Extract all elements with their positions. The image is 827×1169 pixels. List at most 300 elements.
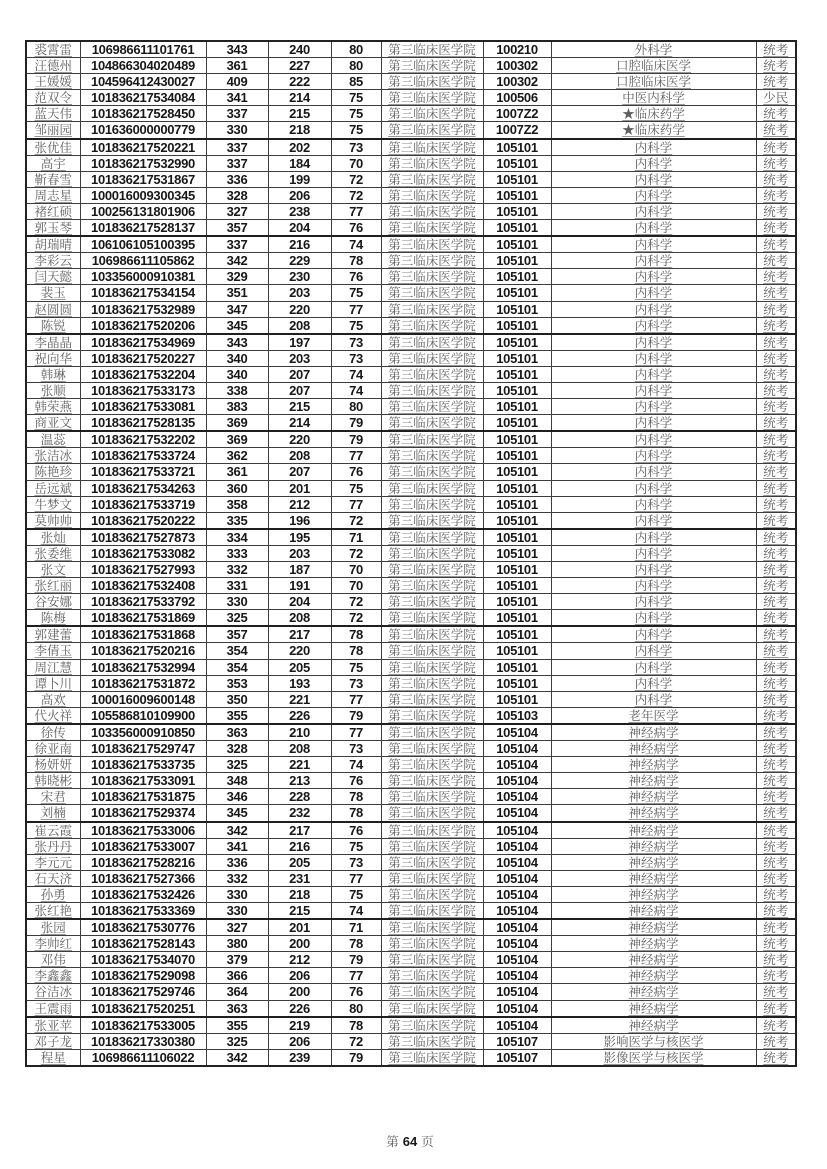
cell-score-3: 75	[331, 659, 381, 675]
cell-score-2: 232	[268, 805, 331, 822]
cell-score-2: 203	[268, 350, 331, 366]
cell-college: 第三临床医学院	[381, 415, 483, 432]
cell-major-code: 105101	[483, 578, 551, 594]
cell-score-1: 330	[206, 886, 268, 902]
cell-exam-number: 101836217528450	[80, 106, 206, 122]
cell-score-2: 207	[268, 464, 331, 480]
cell-major-name: 内科学	[551, 139, 756, 156]
cell-student-name: 王媛媛	[26, 74, 80, 90]
cell-score-1: 325	[206, 757, 268, 773]
table-row	[26, 496, 796, 512]
cell-exam-type: 统考	[756, 594, 796, 610]
cell-score-1: 332	[206, 870, 268, 886]
cell-major-name: 内科学	[551, 448, 756, 464]
cell-exam-type: 统考	[756, 659, 796, 675]
cell-exam-number: 101636000000779	[80, 122, 206, 139]
cell-exam-type: 统考	[756, 854, 796, 870]
cell-major-name: 影响医学与核医学	[551, 1033, 756, 1049]
cell-score-1: 340	[206, 350, 268, 366]
cell-major-name: 内科学	[551, 545, 756, 561]
cell-score-3: 72	[331, 1033, 381, 1049]
cell-score-2: 226	[268, 707, 331, 724]
cell-score-1: 328	[206, 187, 268, 203]
cell-major-code: 105101	[483, 399, 551, 415]
cell-student-name: 谷洁冰	[26, 984, 80, 1000]
cell-exam-number: 101836217532204	[80, 366, 206, 382]
cell-college: 第三临床医学院	[381, 610, 483, 627]
cell-score-2: 205	[268, 659, 331, 675]
cell-major-code: 105101	[483, 512, 551, 529]
cell-major-name: 内科学	[551, 578, 756, 594]
cell-score-3: 73	[331, 334, 381, 351]
cell-score-1: 366	[206, 968, 268, 984]
cell-exam-number: 101836217532426	[80, 886, 206, 902]
cell-major-name: 内科学	[551, 562, 756, 578]
cell-college: 第三临床医学院	[381, 741, 483, 757]
cell-score-1: 337	[206, 106, 268, 122]
table-row	[26, 382, 796, 398]
cell-score-3: 80	[331, 1000, 381, 1017]
cell-score-3: 77	[331, 496, 381, 512]
cell-college: 第三临床医学院	[381, 203, 483, 219]
cell-score-3: 75	[331, 886, 381, 902]
cell-score-2: 228	[268, 789, 331, 805]
cell-exam-type: 统考	[756, 724, 796, 741]
cell-score-2: 203	[268, 285, 331, 301]
cell-exam-type: 统考	[756, 789, 796, 805]
cell-score-2: 220	[268, 643, 331, 659]
cell-major-code: 105104	[483, 968, 551, 984]
cell-major-name: 神经病学	[551, 757, 756, 773]
cell-score-2: 197	[268, 334, 331, 351]
cell-exam-number: 101836217533082	[80, 545, 206, 561]
cell-exam-number: 101836217527873	[80, 529, 206, 546]
cell-score-3: 75	[331, 90, 381, 106]
cell-score-2: 239	[268, 1049, 331, 1066]
cell-student-name: 程星	[26, 1049, 80, 1066]
cell-exam-type: 统考	[756, 886, 796, 902]
table-row	[26, 724, 796, 741]
cell-college: 第三临床医学院	[381, 724, 483, 741]
cell-score-3: 71	[331, 919, 381, 936]
cell-major-code: 100210	[483, 41, 551, 58]
cell-college: 第三临床医学院	[381, 1033, 483, 1049]
cell-score-2: 193	[268, 675, 331, 691]
cell-score-3: 80	[331, 399, 381, 415]
table-row	[26, 187, 796, 203]
cell-major-name: 神经病学	[551, 886, 756, 902]
cell-college: 第三临床医学院	[381, 886, 483, 902]
cell-major-name: 神经病学	[551, 1017, 756, 1034]
table-row	[26, 90, 796, 106]
table-row	[26, 707, 796, 724]
cell-student-name: 王震雨	[26, 1000, 80, 1017]
cell-exam-type: 统考	[756, 529, 796, 546]
admission-results-table	[25, 40, 797, 1067]
cell-student-name: 张丹丹	[26, 838, 80, 854]
table-row	[26, 854, 796, 870]
cell-student-name: 张优佳	[26, 139, 80, 156]
cell-exam-number: 106106105100395	[80, 236, 206, 253]
cell-score-3: 77	[331, 203, 381, 219]
cell-exam-number: 101836217534070	[80, 952, 206, 968]
table-row	[26, 936, 796, 952]
table-row	[26, 1017, 796, 1034]
cell-score-2: 202	[268, 139, 331, 156]
cell-major-code: 105101	[483, 431, 551, 448]
cell-exam-type: 统考	[756, 187, 796, 203]
cell-major-code: 105104	[483, 870, 551, 886]
cell-exam-number: 101836217532408	[80, 578, 206, 594]
table-row	[26, 886, 796, 902]
cell-score-1: 327	[206, 919, 268, 936]
cell-exam-number: 101836217520222	[80, 512, 206, 529]
cell-student-name: 孙勇	[26, 886, 80, 902]
cell-student-name: 郭玉琴	[26, 220, 80, 237]
cell-major-code: 105104	[483, 854, 551, 870]
cell-exam-type: 统考	[756, 317, 796, 334]
cell-exam-type: 统考	[756, 626, 796, 643]
cell-score-2: 200	[268, 936, 331, 952]
cell-score-1: 338	[206, 382, 268, 398]
cell-exam-number: 101836217534263	[80, 480, 206, 496]
cell-major-code: 105101	[483, 659, 551, 675]
cell-score-1: 362	[206, 448, 268, 464]
cell-exam-number: 101836217528135	[80, 415, 206, 432]
cell-major-code: 105104	[483, 773, 551, 789]
cell-major-name: 内科学	[551, 512, 756, 529]
cell-major-code: 105104	[483, 838, 551, 854]
table-row	[26, 578, 796, 594]
cell-exam-type: 统考	[756, 139, 796, 156]
cell-college: 第三临床医学院	[381, 902, 483, 919]
table-row	[26, 203, 796, 219]
table-row	[26, 334, 796, 351]
cell-score-1: 341	[206, 90, 268, 106]
table-row	[26, 870, 796, 886]
cell-score-3: 74	[331, 382, 381, 398]
cell-score-1: 350	[206, 691, 268, 707]
cell-exam-number: 101836217533792	[80, 594, 206, 610]
cell-major-name: 外科学	[551, 41, 756, 58]
cell-exam-type: 统考	[756, 236, 796, 253]
cell-major-code: 105103	[483, 707, 551, 724]
cell-exam-type: 统考	[756, 334, 796, 351]
cell-score-3: 72	[331, 610, 381, 627]
table-row	[26, 984, 796, 1000]
cell-major-code: 105101	[483, 610, 551, 627]
cell-college: 第三临床医学院	[381, 334, 483, 351]
cell-score-3: 75	[331, 480, 381, 496]
cell-major-name: 内科学	[551, 675, 756, 691]
cell-major-code: 105101	[483, 301, 551, 317]
cell-score-1: 329	[206, 269, 268, 285]
cell-college: 第三临床医学院	[381, 757, 483, 773]
cell-major-code: 105104	[483, 741, 551, 757]
cell-exam-number: 101836217529098	[80, 968, 206, 984]
cell-score-3: 78	[331, 643, 381, 659]
cell-score-1: 361	[206, 58, 268, 74]
cell-exam-number: 103356000910381	[80, 269, 206, 285]
table-row	[26, 675, 796, 691]
cell-major-name: 内科学	[551, 594, 756, 610]
cell-major-code: 105101	[483, 464, 551, 480]
cell-score-1: 340	[206, 366, 268, 382]
cell-college: 第三临床医学院	[381, 382, 483, 398]
cell-score-3: 78	[331, 253, 381, 269]
cell-score-1: 380	[206, 936, 268, 952]
table-row	[26, 171, 796, 187]
cell-student-name: 高欢	[26, 691, 80, 707]
table-row	[26, 643, 796, 659]
cell-exam-type: 统考	[756, 171, 796, 187]
cell-score-3: 70	[331, 155, 381, 171]
table-row	[26, 1049, 796, 1066]
cell-score-3: 76	[331, 464, 381, 480]
cell-college: 第三临床医学院	[381, 626, 483, 643]
cell-score-1: 363	[206, 724, 268, 741]
cell-exam-type: 统考	[756, 643, 796, 659]
cell-major-name: 神经病学	[551, 952, 756, 968]
cell-score-3: 75	[331, 106, 381, 122]
cell-major-name: 神经病学	[551, 984, 756, 1000]
cell-college: 第三临床医学院	[381, 155, 483, 171]
cell-score-1: 330	[206, 594, 268, 610]
cell-exam-type: 统考	[756, 301, 796, 317]
cell-score-3: 85	[331, 74, 381, 90]
cell-major-name: 口腔临床医学	[551, 74, 756, 90]
cell-major-name: 神经病学	[551, 773, 756, 789]
cell-major-name: 内科学	[551, 155, 756, 171]
cell-exam-type: 统考	[756, 58, 796, 74]
cell-exam-number: 106986611105862	[80, 253, 206, 269]
cell-major-code: 105101	[483, 155, 551, 171]
cell-score-2: 238	[268, 203, 331, 219]
cell-score-3: 75	[331, 285, 381, 301]
table-row	[26, 236, 796, 253]
cell-exam-number: 101836217531868	[80, 626, 206, 643]
cell-score-2: 221	[268, 691, 331, 707]
cell-exam-number: 101836217527993	[80, 562, 206, 578]
cell-college: 第三临床医学院	[381, 431, 483, 448]
cell-exam-number: 101836217533005	[80, 1017, 206, 1034]
cell-score-2: 206	[268, 187, 331, 203]
cell-student-name: 崔云霞	[26, 822, 80, 839]
cell-student-name: 张文	[26, 562, 80, 578]
cell-major-name: 内科学	[551, 317, 756, 334]
cell-major-code: 105104	[483, 886, 551, 902]
cell-exam-type: 统考	[756, 984, 796, 1000]
cell-score-1: 353	[206, 675, 268, 691]
cell-student-name: 高宇	[26, 155, 80, 171]
cell-major-code: 105101	[483, 203, 551, 219]
cell-exam-number: 101836217533721	[80, 464, 206, 480]
cell-exam-number: 106986611101761	[80, 41, 206, 58]
cell-exam-number: 104866304020489	[80, 58, 206, 74]
cell-major-code: 105104	[483, 984, 551, 1000]
table-row	[26, 594, 796, 610]
cell-exam-number: 101836217529374	[80, 805, 206, 822]
cell-score-1: 336	[206, 171, 268, 187]
cell-score-2: 206	[268, 1033, 331, 1049]
cell-score-1: 369	[206, 431, 268, 448]
cell-college: 第三临床医学院	[381, 968, 483, 984]
cell-major-name: 内科学	[551, 285, 756, 301]
cell-student-name: 郭建蕾	[26, 626, 80, 643]
cell-score-2: 231	[268, 870, 331, 886]
cell-college: 第三临床医学院	[381, 350, 483, 366]
cell-college: 第三临床医学院	[381, 269, 483, 285]
cell-student-name: 张红丽	[26, 578, 80, 594]
cell-exam-number: 101836217528137	[80, 220, 206, 237]
cell-major-name: 神经病学	[551, 724, 756, 741]
cell-score-2: 210	[268, 724, 331, 741]
table-row	[26, 562, 796, 578]
cell-student-name: 张顺	[26, 382, 80, 398]
cell-score-3: 78	[331, 626, 381, 643]
table-row	[26, 58, 796, 74]
cell-score-3: 76	[331, 984, 381, 1000]
cell-college: 第三临床医学院	[381, 805, 483, 822]
cell-score-2: 214	[268, 415, 331, 432]
cell-college: 第三临床医学院	[381, 838, 483, 854]
table-row	[26, 773, 796, 789]
cell-major-name: 内科学	[551, 643, 756, 659]
cell-college: 第三临床医学院	[381, 919, 483, 936]
cell-major-name: 内科学	[551, 496, 756, 512]
cell-student-name: 陈艳珍	[26, 464, 80, 480]
cell-score-2: 203	[268, 545, 331, 561]
cell-major-name: 内科学	[551, 366, 756, 382]
cell-major-code: 105101	[483, 562, 551, 578]
cell-college: 第三临床医学院	[381, 464, 483, 480]
cell-college: 第三临床医学院	[381, 187, 483, 203]
table-row	[26, 155, 796, 171]
cell-exam-number: 101836217330380	[80, 1033, 206, 1049]
cell-college: 第三临床医学院	[381, 366, 483, 382]
cell-exam-number: 101836217533735	[80, 757, 206, 773]
cell-exam-type: 统考	[756, 952, 796, 968]
cell-score-3: 75	[331, 317, 381, 334]
cell-exam-number: 101836217531872	[80, 675, 206, 691]
cell-score-2: 196	[268, 512, 331, 529]
cell-score-3: 79	[331, 952, 381, 968]
table-row	[26, 968, 796, 984]
cell-score-1: 347	[206, 301, 268, 317]
cell-exam-number: 101836217520221	[80, 139, 206, 156]
cell-student-name: 闫天懿	[26, 269, 80, 285]
cell-major-code: 105107	[483, 1033, 551, 1049]
cell-student-name: 商亚文	[26, 415, 80, 432]
cell-score-3: 74	[331, 366, 381, 382]
cell-exam-number: 101836217533369	[80, 902, 206, 919]
cell-major-name: 内科学	[551, 659, 756, 675]
table-row	[26, 741, 796, 757]
cell-exam-number: 100016009600148	[80, 691, 206, 707]
cell-score-2: 208	[268, 741, 331, 757]
cell-student-name: 张园	[26, 919, 80, 936]
cell-score-3: 78	[331, 936, 381, 952]
table-row	[26, 659, 796, 675]
cell-student-name: 周志星	[26, 187, 80, 203]
cell-college: 第三临床医学院	[381, 952, 483, 968]
cell-exam-type: 统考	[756, 285, 796, 301]
cell-exam-number: 101836217533081	[80, 399, 206, 415]
cell-score-1: 358	[206, 496, 268, 512]
cell-exam-type: 统考	[756, 41, 796, 58]
cell-major-code: 105101	[483, 594, 551, 610]
cell-student-name: 徐亚南	[26, 741, 80, 757]
cell-college: 第三临床医学院	[381, 285, 483, 301]
cell-college: 第三临床医学院	[381, 822, 483, 839]
table-row	[26, 366, 796, 382]
cell-student-name: 谷安娜	[26, 594, 80, 610]
cell-major-code: 105101	[483, 171, 551, 187]
cell-exam-type: 统考	[756, 220, 796, 237]
cell-major-name: 内科学	[551, 415, 756, 432]
cell-major-code: 105104	[483, 902, 551, 919]
cell-student-name: 张红艳	[26, 902, 80, 919]
cell-major-code: 105101	[483, 496, 551, 512]
cell-major-code: 105104	[483, 805, 551, 822]
cell-major-code: 105101	[483, 448, 551, 464]
cell-score-2: 215	[268, 106, 331, 122]
cell-score-2: 221	[268, 757, 331, 773]
cell-exam-number: 101836217533006	[80, 822, 206, 839]
cell-score-3: 80	[331, 58, 381, 74]
cell-exam-number: 101836217520227	[80, 350, 206, 366]
cell-exam-type: 统考	[756, 562, 796, 578]
cell-exam-number: 101836217529746	[80, 984, 206, 1000]
cell-score-1: 361	[206, 464, 268, 480]
cell-score-2: 184	[268, 155, 331, 171]
cell-score-2: 220	[268, 431, 331, 448]
cell-exam-type: 统考	[756, 691, 796, 707]
table-row	[26, 139, 796, 156]
cell-major-name: 内科学	[551, 480, 756, 496]
cell-major-code: 105104	[483, 724, 551, 741]
cell-score-1: 369	[206, 415, 268, 432]
cell-score-1: 337	[206, 236, 268, 253]
cell-student-name: 李帅红	[26, 936, 80, 952]
cell-college: 第三临床医学院	[381, 675, 483, 691]
cell-score-3: 76	[331, 269, 381, 285]
cell-score-1: 360	[206, 480, 268, 496]
cell-score-2: 208	[268, 317, 331, 334]
cell-exam-type: 统考	[756, 838, 796, 854]
cell-score-2: 204	[268, 594, 331, 610]
table-row	[26, 464, 796, 480]
cell-exam-type: 统考	[756, 382, 796, 398]
cell-student-name: 裘霄雷	[26, 41, 80, 58]
cell-score-3: 75	[331, 122, 381, 139]
cell-exam-type: 统考	[756, 415, 796, 432]
cell-score-3: 78	[331, 789, 381, 805]
cell-major-name: 内科学	[551, 334, 756, 351]
cell-exam-type: 少民	[756, 90, 796, 106]
cell-score-1: 355	[206, 707, 268, 724]
cell-student-name: 宋君	[26, 789, 80, 805]
cell-score-3: 75	[331, 838, 381, 854]
cell-student-name: 赵圆圆	[26, 301, 80, 317]
cell-college: 第三临床医学院	[381, 562, 483, 578]
cell-student-name: 李倩玉	[26, 643, 80, 659]
cell-score-1: 330	[206, 122, 268, 139]
cell-major-code: 105101	[483, 382, 551, 398]
cell-exam-number: 101836217520206	[80, 317, 206, 334]
cell-exam-number: 101836217533007	[80, 838, 206, 854]
cell-major-code: 105101	[483, 187, 551, 203]
